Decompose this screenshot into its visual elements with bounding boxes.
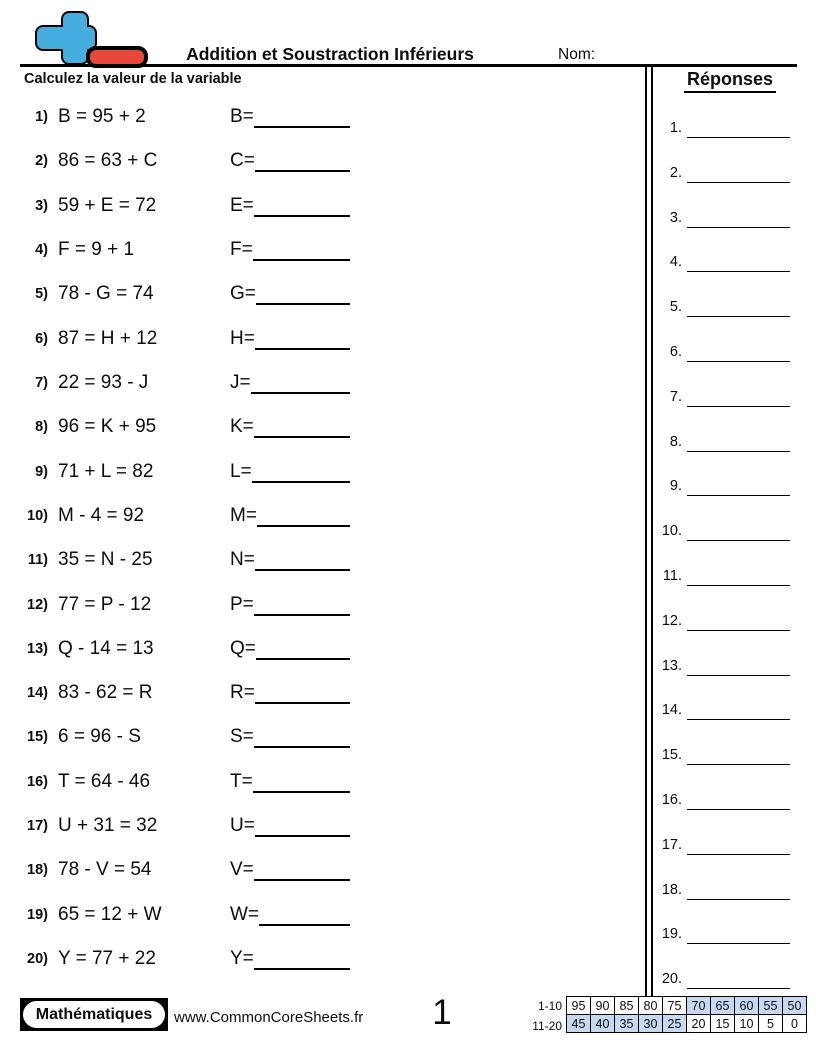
problem-equation: Y = 77 + 22 — [58, 948, 156, 970]
answer-variable-label: N= — [230, 549, 255, 571]
response-slot — [648, 432, 794, 452]
score-cell: 25 — [663, 1015, 687, 1033]
problem-row — [0, 546, 646, 574]
problem-answer-group — [230, 369, 350, 397]
problem-answer-group — [230, 236, 350, 264]
response-number: 14. — [661, 702, 682, 719]
name-label: Nom: — [558, 46, 596, 63]
answer-variable-label: Y= — [230, 948, 254, 970]
problem-equation: 71 + L = 82 — [58, 460, 154, 482]
score-label-1-10: 1-10 — [537, 999, 562, 1013]
problem-equation: Q - 14 = 13 — [58, 637, 154, 659]
score-cell: 30 — [639, 1015, 663, 1033]
problem-number: 19) — [27, 906, 48, 923]
response-slot — [648, 745, 794, 765]
problem-equation: 87 = H + 12 — [58, 327, 158, 349]
response-blank-line[interactable] — [687, 387, 790, 407]
response-blank-line[interactable] — [687, 924, 790, 944]
response-blank-line[interactable] — [687, 252, 790, 272]
problem-equation: 65 = 12 + W — [58, 903, 162, 925]
problem-answer-group — [230, 546, 350, 574]
score-cell: 70 — [687, 997, 711, 1015]
response-slot — [648, 521, 794, 541]
problem-answer-group — [230, 458, 350, 486]
score-cell: 5 — [759, 1015, 783, 1033]
problem-number: 10) — [27, 507, 48, 524]
problem-number: 16) — [27, 773, 48, 790]
response-blank-line[interactable] — [687, 745, 790, 765]
response-number: 2. — [669, 164, 682, 181]
problem-answer-group — [230, 901, 350, 929]
problem-number: 14) — [27, 685, 48, 702]
problem-equation: B = 95 + 2 — [58, 106, 146, 127]
answer-blank-line[interactable] — [257, 502, 350, 527]
response-blank-line[interactable] — [687, 521, 790, 541]
answer-variable-label: B= — [230, 106, 254, 127]
response-slot — [648, 790, 794, 810]
response-number: 9. — [669, 478, 682, 495]
response-blank-line[interactable] — [687, 790, 790, 810]
problem-number: 13) — [27, 640, 48, 657]
response-slot — [648, 880, 794, 900]
problem-row — [0, 768, 646, 796]
answer-variable-label: W= — [230, 903, 260, 925]
problem-row — [0, 635, 646, 663]
score-cell: 85 — [615, 997, 639, 1015]
answer-blank-line[interactable] — [256, 635, 350, 660]
score-cell: 75 — [663, 997, 687, 1015]
response-slot — [648, 297, 794, 317]
problem-row — [0, 413, 646, 441]
answer-blank-line[interactable] — [255, 546, 350, 571]
problem-answer-group — [230, 591, 350, 619]
answer-variable-label: E= — [230, 194, 254, 216]
score-row-labels — [528, 996, 562, 1036]
problem-number: 6) — [35, 330, 48, 347]
problem-number: 2) — [35, 153, 48, 170]
problem-answer-group — [230, 856, 350, 884]
response-number: 13. — [661, 657, 682, 674]
problem-answer-group — [230, 325, 350, 353]
problem-number: 12) — [27, 596, 48, 613]
answer-blank-line[interactable] — [251, 369, 350, 394]
response-blank-line[interactable] — [687, 566, 790, 586]
answer-blank-line[interactable] — [255, 812, 350, 837]
response-number: 8. — [669, 433, 682, 450]
problem-number: 5) — [35, 286, 48, 303]
answer-blank-line[interactable] — [254, 192, 350, 217]
problem-equation: 78 - G = 74 — [58, 283, 154, 305]
score-cell: 20 — [687, 1015, 711, 1033]
problem-equation: 83 - 62 = R — [58, 682, 153, 704]
response-slot — [648, 342, 794, 362]
response-number: 19. — [661, 926, 682, 943]
problem-equation: 77 = P - 12 — [58, 593, 152, 615]
problem-answer-group — [230, 192, 350, 220]
problem-number: 7) — [35, 374, 48, 391]
response-number: 12. — [661, 612, 682, 629]
answers-title — [660, 69, 800, 93]
score-cell: 0 — [783, 1015, 807, 1033]
response-blank-line[interactable] — [687, 342, 790, 362]
response-slot — [648, 924, 794, 944]
response-number: 5. — [669, 299, 682, 316]
response-slot — [648, 476, 794, 496]
problem-answer-group — [230, 812, 350, 840]
score-cell: 55 — [759, 997, 783, 1015]
score-label-11-20: 11-20 — [532, 1019, 562, 1033]
answer-blank-line[interactable] — [253, 768, 350, 793]
answer-variable-label: H= — [230, 327, 255, 349]
problem-row — [0, 325, 646, 353]
problem-equation: 22 = 93 - J — [58, 371, 149, 393]
response-number: 17. — [661, 836, 682, 853]
score-cell: 10 — [735, 1015, 759, 1033]
problem-number: 8) — [35, 419, 48, 436]
score-cell: 50 — [783, 997, 807, 1015]
answer-blank-line[interactable] — [254, 413, 350, 438]
answer-variable-label: J= — [230, 371, 251, 393]
response-slot — [648, 252, 794, 272]
score-table — [566, 996, 807, 1033]
problem-number: 20) — [27, 951, 48, 968]
problem-answer-group — [230, 768, 350, 796]
answer-blank-line[interactable] — [254, 856, 350, 881]
score-cell: 80 — [639, 997, 663, 1015]
answer-variable-label: T= — [230, 770, 253, 792]
answer-variable-label: Q= — [230, 637, 256, 659]
response-blank-line[interactable] — [687, 835, 790, 855]
response-blank-line[interactable] — [687, 163, 790, 183]
response-slot — [648, 163, 794, 183]
answer-blank-line[interactable] — [254, 103, 350, 128]
header-rule — [20, 64, 797, 67]
response-blank-line[interactable] — [687, 208, 790, 228]
response-blank-line[interactable] — [687, 611, 790, 631]
response-number: 20. — [661, 971, 682, 988]
response-number: 18. — [661, 881, 682, 898]
plus-minus-logo — [32, 11, 154, 69]
response-number: 10. — [661, 523, 682, 540]
logo-plus-h — [37, 27, 95, 49]
response-slot — [648, 611, 794, 631]
response-number: 7. — [669, 388, 682, 405]
answer-blank-line[interactable] — [255, 147, 350, 172]
problem-answer-group — [230, 413, 350, 441]
problem-answer-group — [230, 635, 350, 663]
problem-equation: 78 - V = 54 — [58, 859, 152, 881]
problem-row — [0, 147, 646, 175]
response-blank-line[interactable] — [687, 969, 790, 989]
problem-row — [0, 103, 646, 131]
problem-answer-group — [230, 723, 350, 751]
response-slot — [648, 208, 794, 228]
problem-number: 11) — [27, 552, 48, 569]
answers-title-text: Réponses — [684, 69, 776, 93]
response-number: 11. — [662, 568, 682, 584]
problem-equation: 86 = 63 + C — [58, 150, 158, 172]
score-cell: 95 — [567, 997, 591, 1015]
problem-row — [0, 812, 646, 840]
answer-blank-line[interactable] — [254, 945, 350, 970]
problem-number: 17) — [27, 818, 48, 835]
problem-number: 4) — [35, 241, 48, 258]
problem-row — [0, 280, 646, 308]
answer-blank-line[interactable] — [255, 679, 350, 704]
response-slot — [648, 835, 794, 855]
response-slot — [648, 566, 794, 586]
brand-badge: Mathématiques — [23, 1001, 165, 1028]
response-slot — [648, 118, 794, 138]
score-cell: 40 — [591, 1015, 615, 1033]
response-slot — [648, 656, 794, 676]
score-cell: 45 — [567, 1015, 591, 1033]
problem-row — [0, 856, 646, 884]
problem-equation: 96 = K + 95 — [58, 416, 157, 438]
problem-row — [0, 192, 646, 220]
brand-bar — [20, 998, 168, 1031]
problem-row — [0, 369, 646, 397]
problem-number: 1) — [35, 109, 48, 125]
problem-row — [0, 591, 646, 619]
problem-number: 18) — [27, 862, 48, 879]
problem-answer-group — [230, 147, 350, 175]
problem-equation: F = 9 + 1 — [58, 238, 135, 260]
problem-answer-group — [230, 280, 350, 308]
answer-blank-line[interactable] — [256, 280, 350, 305]
answer-variable-label: L= — [230, 460, 252, 482]
answer-variable-label: U= — [230, 815, 255, 837]
problem-number: 9) — [35, 463, 48, 480]
response-blank-line[interactable] — [687, 297, 790, 317]
answer-variable-label: K= — [230, 416, 254, 438]
instruction-text: Calculez la valeur de la variable — [24, 71, 242, 87]
answer-blank-line[interactable] — [253, 236, 350, 261]
response-number: 4. — [669, 254, 682, 271]
answer-variable-label: G= — [230, 283, 256, 305]
response-blank-line[interactable] — [687, 476, 790, 496]
score-cell: 60 — [735, 997, 759, 1015]
answer-variable-label: F= — [230, 238, 253, 260]
website-text: www.CommonCoreSheets.fr — [174, 1009, 364, 1026]
problem-number: 3) — [35, 197, 48, 214]
page-title: Addition et Soustraction Inférieurs — [186, 44, 474, 64]
problem-equation: 6 = 96 - S — [58, 726, 141, 748]
problem-row — [0, 945, 646, 973]
problem-equation: M - 4 = 92 — [58, 504, 145, 526]
response-slot — [648, 387, 794, 407]
problem-equation: 59 + E = 72 — [58, 194, 157, 216]
answer-blank-line[interactable] — [252, 458, 350, 483]
answer-variable-label: M= — [230, 504, 257, 526]
response-number: 1. — [669, 120, 682, 136]
answer-blank-line[interactable] — [254, 723, 350, 748]
score-cell: 90 — [591, 997, 615, 1015]
response-number: 15. — [661, 747, 682, 764]
response-slot — [648, 969, 794, 989]
problem-equation: T = 64 - 46 — [58, 770, 151, 792]
response-number: 6. — [669, 344, 682, 360]
response-blank-line[interactable] — [687, 656, 790, 676]
score-cell: 15 — [711, 1015, 735, 1033]
problem-number: 15) — [27, 729, 48, 746]
answer-variable-label: R= — [230, 682, 255, 704]
problem-answer-group — [230, 502, 350, 530]
response-blank-line[interactable] — [687, 700, 790, 720]
score-cell: 35 — [615, 1015, 639, 1033]
problem-equation: U + 31 = 32 — [58, 815, 158, 837]
answer-blank-line[interactable] — [254, 591, 350, 616]
score-table-row — [567, 997, 807, 1015]
answer-variable-label: C= — [230, 150, 255, 172]
problem-equation: 35 = N - 25 — [58, 549, 153, 571]
problem-row — [0, 679, 646, 707]
response-number: 16. — [661, 792, 682, 808]
score-cell: 65 — [711, 997, 735, 1015]
problem-row — [0, 236, 646, 264]
problem-answer-group — [230, 679, 350, 707]
problem-row — [0, 723, 646, 751]
answer-variable-label: S= — [230, 726, 254, 748]
problem-row — [0, 901, 646, 929]
answer-variable-label: P= — [230, 593, 254, 615]
problem-row — [0, 458, 646, 486]
response-number: 3. — [669, 209, 682, 226]
page-number: 1 — [432, 993, 452, 1032]
response-blank-line[interactable] — [687, 880, 790, 900]
response-slot — [648, 700, 794, 720]
answer-variable-label: V= — [230, 859, 254, 881]
score-table-row — [567, 1015, 807, 1033]
problem-answer-group — [230, 103, 350, 131]
problem-row — [0, 502, 646, 530]
response-blank-line[interactable] — [687, 118, 790, 138]
answer-blank-line[interactable] — [255, 325, 350, 350]
response-blank-line[interactable] — [687, 432, 790, 452]
answer-blank-line[interactable] — [259, 901, 350, 926]
problem-answer-group — [230, 945, 350, 973]
